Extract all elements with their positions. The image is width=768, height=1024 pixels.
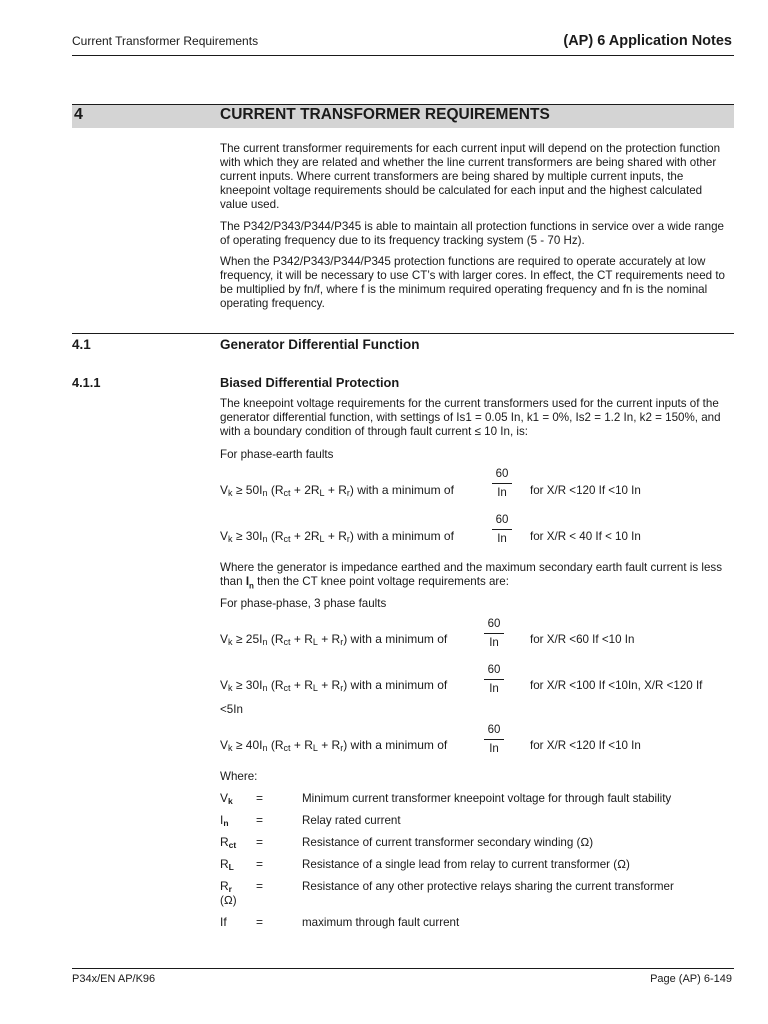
symbol-subscript: r — [228, 884, 232, 894]
note-text-end: then the CT knee point voltage requirements are: — [257, 575, 509, 588]
running-header-right: (AP) 6 Application Notes — [563, 33, 732, 49]
where-definition-rct: Resistance of current transformer secondary winding (Ω) — [302, 836, 594, 849]
fraction-numerator: 60 — [495, 468, 509, 480]
where-label: Where: — [220, 770, 258, 783]
fraction-denominator: In — [497, 487, 507, 499]
relay-term: + R — [324, 529, 347, 543]
in-subscript: n — [262, 743, 268, 753]
symbol-subscript: L — [228, 862, 234, 872]
in-symbol: I — [259, 632, 263, 646]
open-term: (R — [267, 483, 284, 497]
section-number: 4 — [74, 106, 83, 123]
in-subscript: n — [262, 488, 268, 498]
phase-fault-condition-2: for X/R <100 If <10In, X/R <120 If — [530, 679, 703, 692]
relay-term: + R — [324, 483, 347, 497]
phase-faults-label: For phase-phase, 3 phase faults — [220, 597, 387, 610]
phase-fault-fraction-1 — [484, 617, 504, 650]
impedance-earthed-note — [220, 561, 732, 593]
section-paragraph-1: The current transformer requirements for each current input will depend on the protection function with which they are related and whether the line current transformers are being shared with other current inputs. Where current transformers are being shared by multiple current inputs, the kneepoint voltage requirements should be calculated for each input and the highest calculated value used. — [220, 142, 721, 211]
l-subscript: L — [312, 743, 318, 753]
r-subscript: r — [346, 534, 350, 544]
relay-term: + R — [317, 632, 341, 646]
open-term: (R — [267, 738, 284, 752]
fraction-numerator: 60 — [487, 724, 501, 736]
fraction-denominator: In — [489, 637, 499, 649]
ge-sign: ≥ — [232, 738, 246, 752]
coefficient: 50 — [245, 483, 260, 497]
ct-subscript: ct — [283, 683, 291, 693]
lead-term: + R — [290, 678, 313, 692]
earth-fault-fraction-2 — [492, 513, 512, 546]
symbol-letter: V — [220, 791, 229, 805]
open-term: (R — [267, 632, 284, 646]
fraction-denominator: In — [497, 533, 507, 545]
phase-fault-fraction-3 — [484, 723, 504, 756]
where-equals: = — [256, 835, 264, 849]
earth-fault-equation-2 — [220, 529, 454, 544]
fraction-denominator: In — [489, 683, 499, 695]
in-subscript: n — [262, 534, 268, 544]
phase-fault-condition-2-wrap: <5In — [220, 703, 243, 716]
ct-subscript: ct — [283, 637, 291, 647]
ct-subscript: ct — [283, 488, 291, 498]
r-subscript: r — [340, 637, 344, 647]
phase-fault-fraction-2 — [484, 663, 504, 696]
ct-subscript: ct — [283, 534, 291, 544]
l-subscript: L — [319, 534, 325, 544]
fraction-bar — [492, 483, 512, 484]
ge-sign: ≥ — [232, 678, 246, 692]
fraction-denominator: In — [489, 743, 499, 755]
running-header-left: Current Transformer Requirements — [72, 34, 259, 48]
equation-tail: ) with a minimum of — [343, 632, 448, 646]
coefficient: 30 — [245, 678, 260, 692]
vk-symbol: V — [220, 483, 229, 497]
subsubsection-title: Biased Differential Protection — [220, 375, 400, 390]
where-equals: = — [256, 791, 264, 805]
symbol-letter: R — [220, 835, 229, 849]
where-equals: = — [256, 879, 264, 893]
where-symbol-rct — [220, 835, 236, 850]
where-definition-if: maximum through fault current — [302, 916, 460, 929]
where-equals: = — [256, 915, 264, 929]
vk-subscript: k — [228, 488, 233, 498]
footer-rule — [72, 968, 734, 969]
equation-tail: ) with a minimum of — [343, 738, 448, 752]
section-title: CURRENT TRANSFORMER REQUIREMENTS — [220, 106, 550, 123]
subsection-rule — [72, 333, 734, 334]
where-symbol-rr — [220, 879, 232, 894]
symbol-letter: If — [220, 915, 227, 929]
in-subscript: n — [262, 683, 268, 693]
vk-symbol: V — [220, 632, 229, 646]
where-definition-rl: Resistance of a single lead from relay to current transformer (Ω) — [302, 858, 630, 871]
l-subscript: L — [312, 637, 318, 647]
fraction-bar — [492, 529, 512, 530]
where-symbol-rl — [220, 857, 234, 872]
where-equals: = — [256, 857, 264, 871]
in-symbol: I — [259, 529, 263, 543]
earth-fault-condition-2: for X/R < 40 If < 10 In — [530, 530, 641, 543]
symbol-letter: I — [220, 813, 224, 827]
fraction-numerator: 60 — [487, 618, 501, 630]
subsection-title: Generator Differential Function — [220, 337, 420, 352]
subsection-number: 4.1 — [72, 337, 91, 352]
where-symbol-if — [220, 915, 227, 929]
fraction-numerator: 60 — [487, 664, 501, 676]
earth-fault-condition-1: for X/R <120 If <10 In — [530, 484, 641, 497]
symbol-subscript: n — [223, 818, 229, 828]
open-term: (R — [267, 529, 284, 543]
equation-tail: ) with a minimum of — [343, 678, 448, 692]
note-text: Where the generator is impedance earthed and the maximum secondary earth fault current is less than — [220, 561, 723, 588]
coefficient: 40 — [245, 738, 260, 752]
header-rule — [72, 55, 734, 56]
ge-sign: ≥ — [232, 483, 246, 497]
where-definition-vk: Minimum current transformer kneepoint voltage for through fault stability — [302, 792, 672, 805]
open-term: (R — [267, 678, 284, 692]
lead-term: + 2R — [290, 529, 320, 543]
lead-term: + R — [290, 738, 313, 752]
vk-subscript: k — [228, 683, 233, 693]
ge-sign: ≥ — [232, 529, 246, 543]
l-subscript: L — [312, 683, 318, 693]
section-paragraph-3: When the P342/P343/P344/P345 protection functions are required to operate accurately at low frequency, it will be necessary to use CT’s with larger cores. In effect, the CT requirements need to be multiplied by fn/f, where f is the minimum required operating frequency and fn is the nominal operating frequency. — [220, 255, 725, 310]
note-in-symbol: I — [245, 575, 250, 588]
phase-fault-condition-3: for X/R <120 If <10 In — [530, 739, 641, 752]
symbol-subscript: ct — [228, 840, 237, 850]
l-subscript: L — [319, 488, 325, 498]
symbol-letter: R — [220, 879, 229, 893]
earth-fault-fraction-1 — [492, 467, 512, 500]
in-symbol: I — [259, 678, 263, 692]
earth-faults-label: For phase-earth faults — [220, 448, 334, 461]
symbol-subscript: k — [228, 796, 233, 806]
r-subscript: r — [340, 683, 344, 693]
vk-symbol: V — [220, 738, 229, 752]
vk-subscript: k — [228, 534, 233, 544]
in-symbol: I — [259, 738, 263, 752]
in-symbol: I — [259, 483, 263, 497]
phase-fault-condition-1: for X/R <60 If <10 In — [530, 633, 635, 646]
relay-term: + R — [317, 738, 341, 752]
phase-fault-equation-1 — [220, 632, 447, 647]
where-definition-rr: Resistance of any other protective relays sharing the current transformer — [302, 880, 674, 893]
in-subscript: n — [262, 637, 268, 647]
where-symbol-in — [220, 813, 229, 828]
note-in-subscript: n — [249, 581, 254, 591]
fraction-bar — [484, 633, 504, 634]
vk-symbol: V — [220, 529, 229, 543]
where-definition-rr-wrap: (Ω) — [220, 894, 237, 907]
r-subscript: r — [340, 743, 344, 753]
fraction-bar — [484, 679, 504, 680]
section-paragraph-2: The P342/P343/P344/P345 is able to maintain all protection functions in service over a wide range of operating frequency due to its frequency tracking system (5 - 70 Hz). — [220, 220, 724, 247]
fraction-bar — [484, 739, 504, 740]
lead-term: + R — [290, 632, 313, 646]
ge-sign: ≥ — [232, 632, 246, 646]
phase-fault-equation-3 — [220, 738, 447, 753]
footer-document-code: P34x/EN AP/K96 — [72, 973, 156, 985]
coefficient: 25 — [245, 632, 260, 646]
ct-subscript: ct — [283, 743, 291, 753]
lead-term: + 2R — [290, 483, 320, 497]
r-subscript: r — [346, 488, 350, 498]
where-definition-in: Relay rated current — [302, 814, 401, 827]
subsubsection-number: 4.1.1 — [72, 375, 101, 390]
earth-fault-equation-1 — [220, 483, 454, 498]
where-equals: = — [256, 813, 264, 827]
where-symbol-vk — [220, 791, 233, 806]
footer-page-number: Page (AP) 6-149 — [650, 973, 732, 985]
equation-tail: ) with a minimum of — [349, 483, 454, 497]
coefficient: 30 — [245, 529, 260, 543]
vk-subscript: k — [228, 637, 233, 647]
subsubsection-intro: The kneepoint voltage requirements for the current transformers used for the current inputs of the generator differential function, with settings of Is1 = 0.05 In, k1 = 0%, Is2 = 1.2 In, k2 = 150%, and with a boundary condition of through fault current ≤ 10 In, is: — [220, 397, 721, 438]
fraction-numerator: 60 — [495, 514, 509, 526]
vk-symbol: V — [220, 678, 229, 692]
symbol-letter: R — [220, 857, 229, 871]
vk-subscript: k — [228, 743, 233, 753]
equation-tail: ) with a minimum of — [349, 529, 454, 543]
phase-fault-equation-2 — [220, 678, 447, 693]
relay-term: + R — [317, 678, 341, 692]
